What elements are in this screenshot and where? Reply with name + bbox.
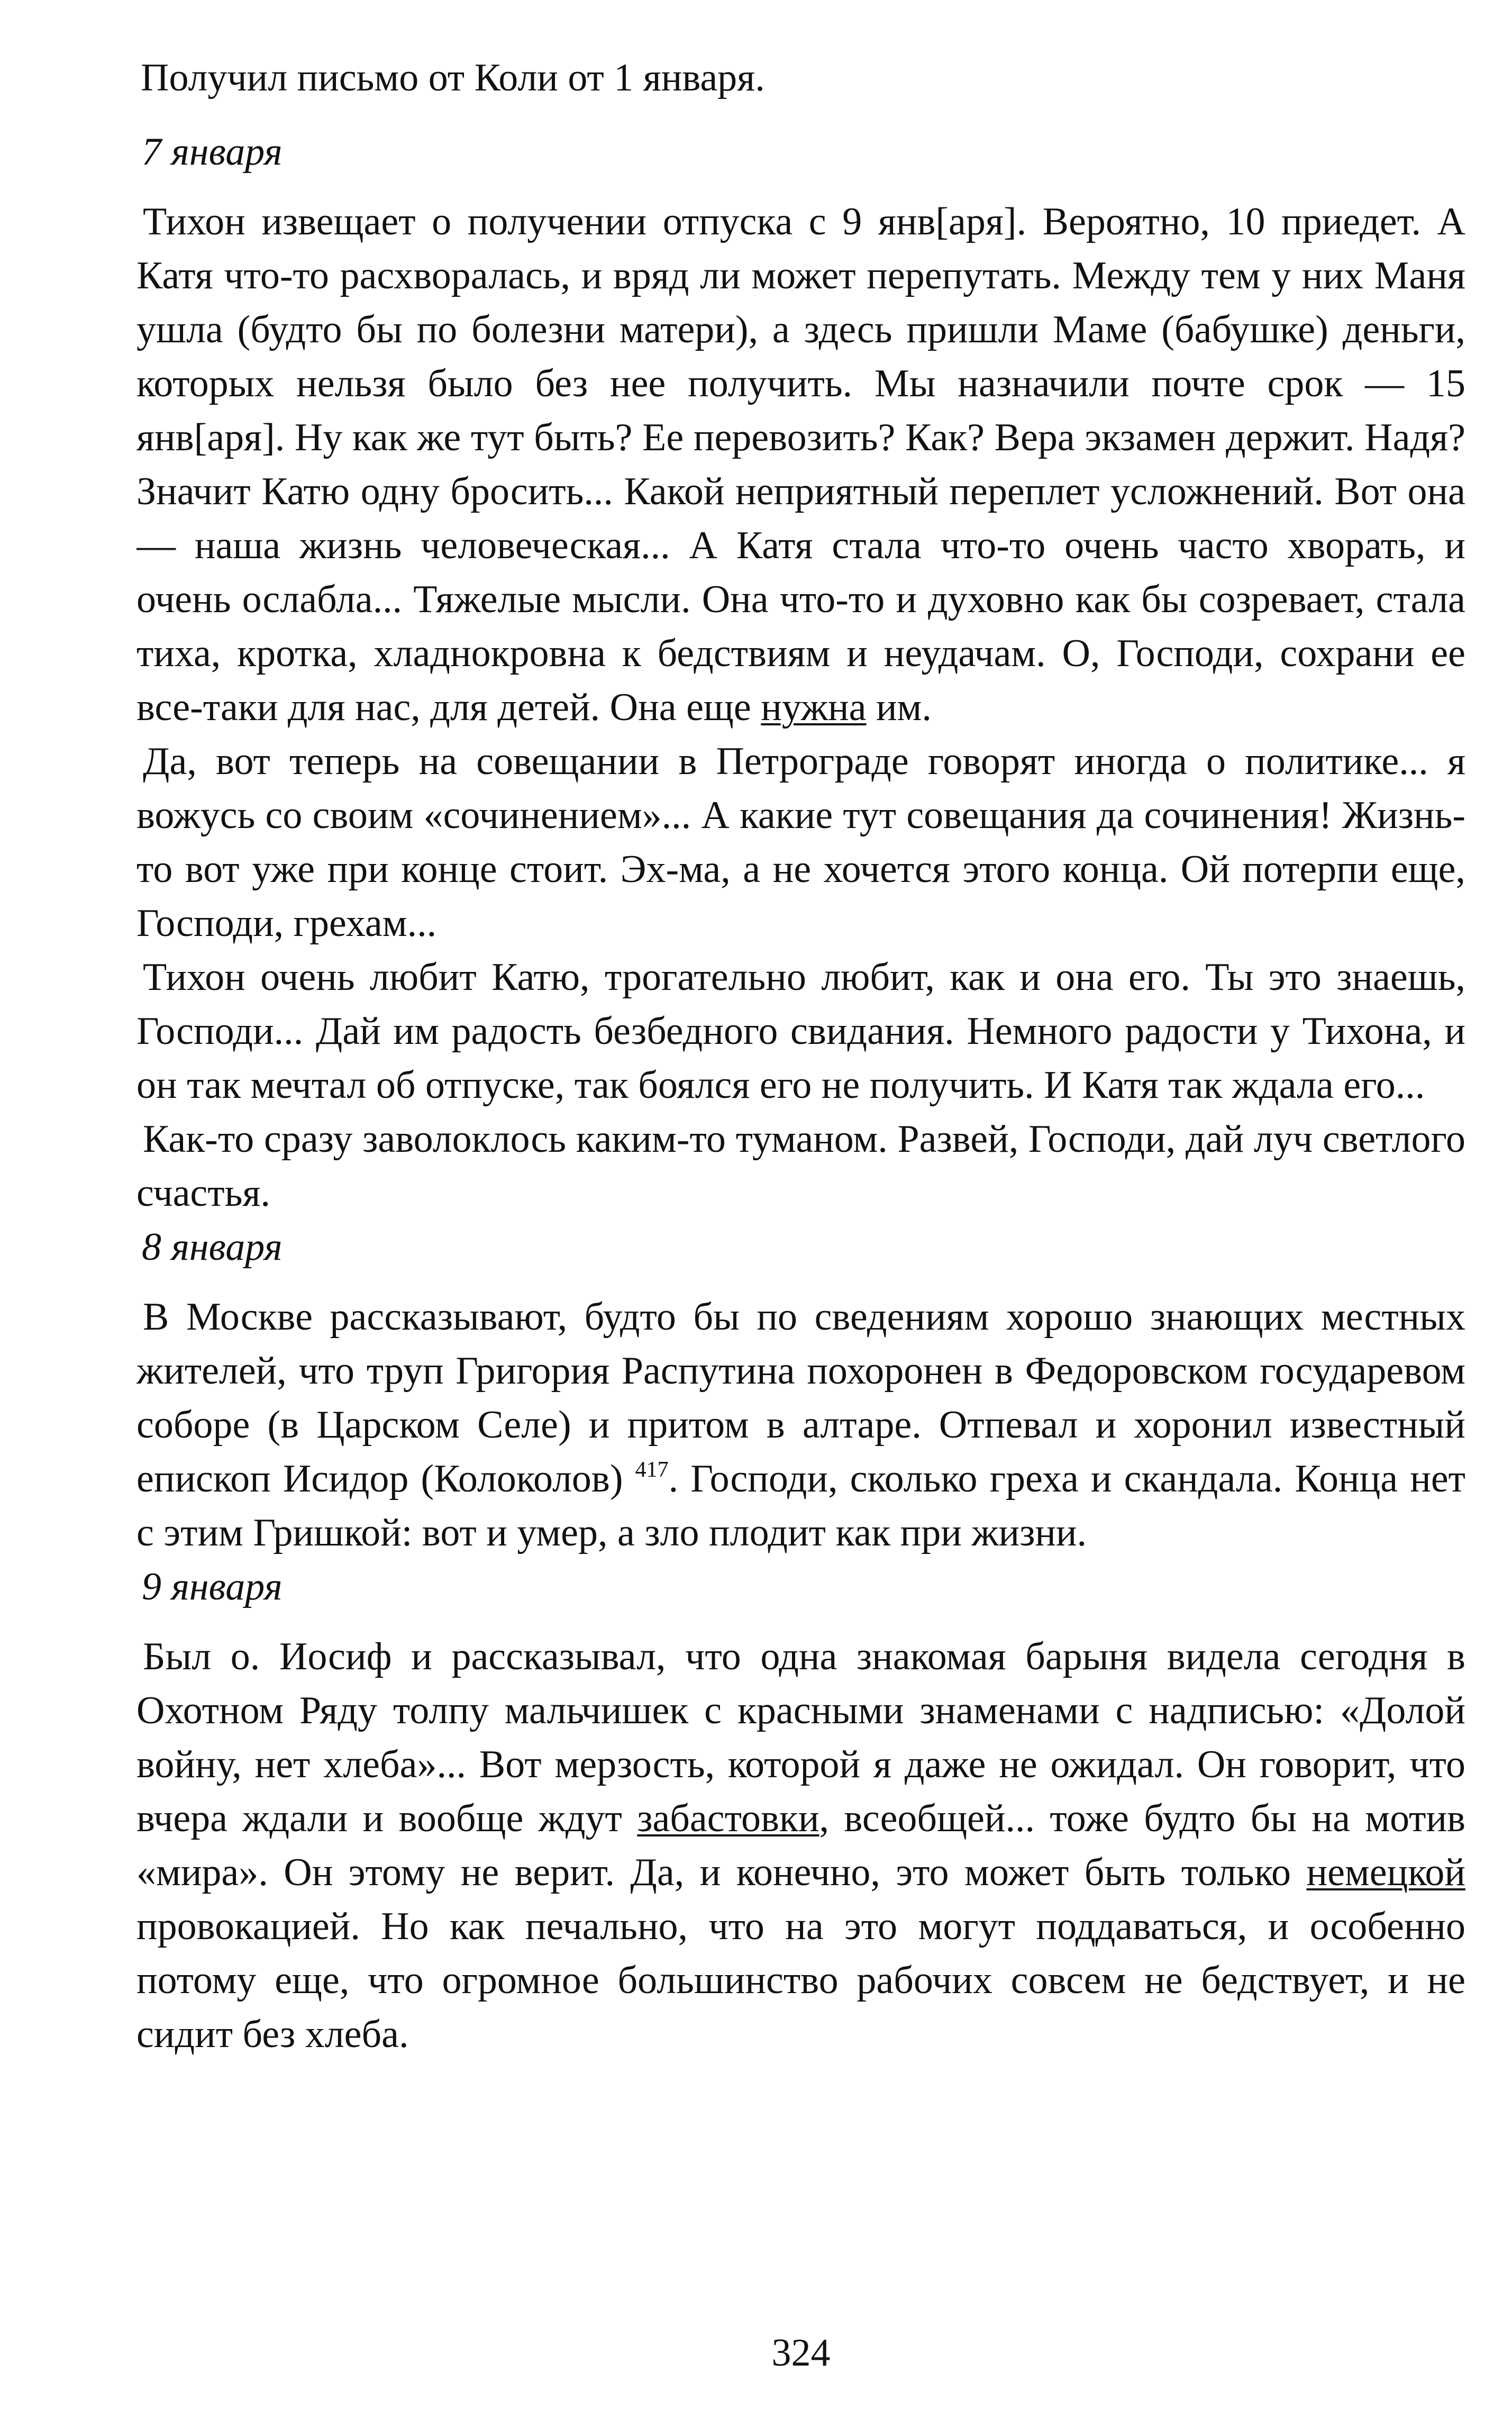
opening-line: Получил письмо от Коли от 1 января. bbox=[141, 56, 765, 99]
page-number: 324 bbox=[771, 2331, 831, 2375]
entry-8-january bbox=[136, 1220, 1465, 1560]
paragraph-text: им. bbox=[866, 686, 932, 729]
paragraph: Да, вот теперь на совещании в Петрограде говорят иногда о политике... я вожусь со своим «сочинением»... А какие тут совещания да сочинения! Жизнь-то вот уже при конце стоит. Эх-ма, а не хочется этого конца. Ой потерпи еще, Господи, грехам... bbox=[136, 740, 1465, 945]
underlined-word: немецкой bbox=[1306, 1851, 1465, 1894]
paragraph: Как-то сразу заволоклось каким-то туманом. Развей, Господи, дай луч светлого счастья. bbox=[136, 1117, 1465, 1215]
entry-9-january bbox=[136, 1560, 1465, 2061]
paragraph-text: Был о. Иосиф и рассказывал, что одна знакомая барыня видела сегодня в Охотном Ряду толпу мальчишек с красными знаменами с надписью: «Долой войну, нет хлеба»... Вот мерзость, которой я даже не ожидал. Он говорит, что вчера ждали и вообще ждут bbox=[136, 1635, 1465, 1840]
entry-date: 9 января bbox=[142, 1565, 283, 1608]
entry-7-january bbox=[136, 125, 1465, 1220]
underlined-word: забастовки bbox=[637, 1797, 819, 1840]
footnote-marker[interactable]: 417 bbox=[635, 1458, 669, 1482]
underlined-word: нужна bbox=[761, 686, 867, 729]
entry-date: 7 января bbox=[142, 130, 283, 174]
book-page bbox=[136, 46, 1465, 2405]
entry-date: 8 января bbox=[142, 1225, 283, 1269]
paragraph: Тихон очень любит Катю, трогательно любит, как и она его. Ты это знаешь, Господи... Дай им радость безбедного свидания. Немного радости у Тихона, и он так мечтал об отпуске, так боялся его не получить. И Катя так ждала его... bbox=[136, 956, 1465, 1107]
paragraph bbox=[136, 1630, 1465, 2061]
paragraph-text: , всеобщей... тоже будто бы на мотив «мира». Он этому не верит. Да, и конечно, это может быть только bbox=[136, 1797, 1465, 1894]
paragraph bbox=[136, 1290, 1465, 1560]
paragraph bbox=[136, 195, 1465, 734]
paragraph-text: Тихон извещает о получении отпуска с 9 янв[аря]. Вероятно, 10 приедет. А Катя что-то расхворалась, и вряд ли может перепутать. Между тем у них Маня ушла (будто бы по болезни матери), а здесь пришли Маме (бабушке) деньги, которых нельзя было без нее получить. Мы назначили почте срок — 15 янв[аря]. Ну как же тут быть? Ее перевозить? Как? Вера экзамен держит. Надя? Значит Катю одну бросить... Какой неприятный переплет усложнений. Вот она — наша жизнь человеческая... А Катя стала что-то очень часто хворать, и очень ослабла... Тяжелые мысли. Она что-то и духовно как бы созревает, стала тиха, кротка, хладнокровна к бедствиям и неудачам. О, Господи, сохрани ее все-таки для нас, для детей. Она еще bbox=[136, 200, 1465, 729]
paragraph-text: В Москве рассказывают, будто бы по сведениям хорошо знающих местных жителей, что труп Григория Распутина похоронен в Федоровском государевом соборе (в Царском Селе) и притом в алтаре. Отпевал и хоронил известный епископ Исидор (Колоколов) bbox=[136, 1295, 1465, 1501]
paragraph-text: провокацией. Но как печально, что на это могут поддаваться, и особенно потому еще, что огромное большинство рабочих совсем не бедствует, и не сидит без хлеба. bbox=[136, 1905, 1465, 2056]
paragraph-text: . Господи, сколько греха и скандала. Конца нет с этим Гришкой: вот и умер, а зло плодит как при жизни. bbox=[136, 1457, 1465, 1554]
